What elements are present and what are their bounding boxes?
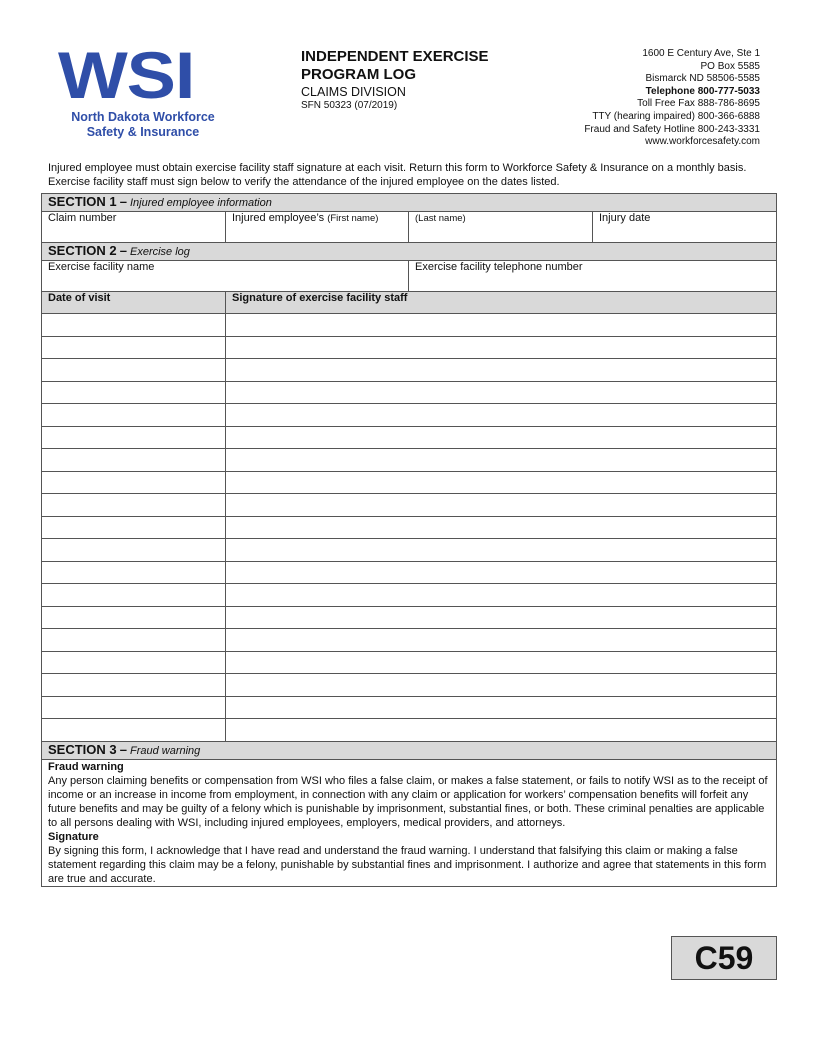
staff-signature-cell[interactable] <box>226 381 777 404</box>
injury-date-field[interactable] <box>593 212 777 243</box>
wsi-logo <box>58 38 228 140</box>
form-code-box: C59 <box>671 936 777 980</box>
staff-signature-cell[interactable] <box>226 539 777 562</box>
section-2-number: SECTION 2 <box>48 243 117 258</box>
section-1-number: SECTION 1 <box>48 194 117 209</box>
address-tty: TTY (hearing impaired) 800-366-6888 <box>592 110 760 122</box>
visit-date-cell[interactable] <box>42 426 226 449</box>
staff-signature-cell[interactable] <box>226 404 777 427</box>
signature-text: By signing this form, I acknowledge that I have read and understand the fraud warning. I understand that falsifying this claim or making a false statement regarding this claim may be a felony, punishable by substantial fines and imprisonment. I authorize and agree that statements in this form are true and accurate. <box>48 844 767 885</box>
log-row <box>42 696 777 719</box>
form-title-line-2: PROGRAM LOG <box>301 66 416 83</box>
visit-date-cell[interactable] <box>42 314 226 337</box>
visit-date-cell[interactable] <box>42 381 226 404</box>
staff-signature-cell[interactable] <box>226 719 777 742</box>
section-2-dash: – <box>119 243 127 258</box>
log-row <box>42 516 777 539</box>
address-po-box: PO Box 5585 <box>700 60 760 72</box>
fraud-warning-text: Any person claiming benefits or compensation from WSI who files a false claim, or makes a false statement, or fails to notify WSI as to the receipt of income or an increase in income from employment, in connection with any claim or application for workers’ compensation benefits will forfeit any future benefits and may be guilty of a felony which is punishable by imprisonment, substantial fines, or both. These criminal penalties are applicable to all persons dealing with WSI, including injured employees, employers, medical providers, and attorneys. <box>48 774 768 829</box>
visit-date-cell[interactable] <box>42 471 226 494</box>
section-1-title: Injured employee information <box>129 197 272 209</box>
visit-date-cell[interactable] <box>42 561 226 584</box>
visit-date-cell[interactable] <box>42 359 226 382</box>
staff-signature-cell[interactable] <box>226 336 777 359</box>
form-title-line-1: INDEPENDENT EXERCISE <box>301 48 489 65</box>
log-row <box>42 426 777 449</box>
section-3-heading <box>42 741 777 759</box>
section-2-title: Exercise log <box>129 246 190 258</box>
date-of-visit-header: Date of visit <box>42 292 226 314</box>
fraud-warning-heading: Fraud warning <box>48 760 124 773</box>
visit-date-cell[interactable] <box>42 674 226 697</box>
visit-date-cell[interactable] <box>42 516 226 539</box>
log-row <box>42 629 777 652</box>
visit-date-cell[interactable] <box>42 696 226 719</box>
section-2-fields <box>42 261 777 292</box>
section-2-header <box>42 243 777 261</box>
section-3-header <box>42 741 777 759</box>
log-row <box>42 449 777 472</box>
section-1-header <box>42 194 777 212</box>
visit-date-cell[interactable] <box>42 404 226 427</box>
first-name-field[interactable] <box>226 212 409 243</box>
staff-signature-cell[interactable] <box>226 494 777 517</box>
log-row <box>42 336 777 359</box>
log-rows <box>42 314 777 742</box>
section-1-heading <box>42 194 777 212</box>
fraud-warning-cell <box>42 759 777 886</box>
staff-signature-cell[interactable] <box>226 606 777 629</box>
visit-date-cell[interactable] <box>42 336 226 359</box>
section-3-title: Fraud warning <box>129 744 201 757</box>
section-1-dash: – <box>119 194 127 209</box>
form-number: SFN 50323 (07/2019) <box>301 100 398 111</box>
log-row <box>42 404 777 427</box>
staff-signature-cell[interactable] <box>226 584 777 607</box>
visit-date-cell[interactable] <box>42 449 226 472</box>
signature-header: Signature of exercise facility staff <box>226 292 777 314</box>
staff-signature-cell[interactable] <box>226 426 777 449</box>
claim-number-field[interactable] <box>42 212 226 243</box>
visit-date-cell[interactable] <box>42 539 226 562</box>
log-table-header <box>42 292 777 314</box>
log-row <box>42 314 777 337</box>
address-telephone: Telephone 800-777-5033 <box>645 85 760 97</box>
visit-date-cell[interactable] <box>42 719 226 742</box>
facility-name-field[interactable] <box>42 261 409 292</box>
visit-date-cell[interactable] <box>42 606 226 629</box>
visit-date-cell[interactable] <box>42 494 226 517</box>
last-name-label: (Last name) <box>415 213 466 224</box>
division-label: CLAIMS DIVISION <box>301 85 406 99</box>
log-row <box>42 584 777 607</box>
exercise-log-form <box>41 193 777 887</box>
first-name-label: (First name) <box>327 213 379 224</box>
staff-signature-cell[interactable] <box>226 651 777 674</box>
claim-number-label: Claim number <box>48 212 117 224</box>
log-row <box>42 539 777 562</box>
staff-signature-cell[interactable] <box>226 359 777 382</box>
log-row <box>42 719 777 742</box>
form-title-block <box>301 48 521 111</box>
last-name-field[interactable] <box>409 212 593 243</box>
address-city: Bismarck ND 58506-5585 <box>645 73 760 85</box>
section-1-fields <box>42 212 777 243</box>
visit-date-cell[interactable] <box>42 584 226 607</box>
staff-signature-cell[interactable] <box>226 696 777 719</box>
address-street: 1600 E Century Ave, Ste 1 <box>642 48 760 59</box>
log-row <box>42 651 777 674</box>
staff-signature-cell[interactable] <box>226 561 777 584</box>
staff-signature-cell[interactable] <box>226 629 777 652</box>
facility-phone-label: Exercise facility telephone number <box>415 261 583 273</box>
injury-date-label: Injury date <box>599 212 651 224</box>
section-3-dash: – <box>119 741 127 757</box>
staff-signature-cell[interactable] <box>226 314 777 337</box>
staff-signature-cell[interactable] <box>226 516 777 539</box>
visit-date-cell[interactable] <box>42 651 226 674</box>
logo-line-1: North Dakota Workforce <box>71 110 215 124</box>
address-website[interactable]: www.workforcesafety.com <box>645 136 760 148</box>
facility-phone-field[interactable] <box>409 261 777 292</box>
log-row <box>42 381 777 404</box>
log-row <box>42 359 777 382</box>
log-row <box>42 471 777 494</box>
address-fax: Toll Free Fax 888-786-8695 <box>637 98 760 110</box>
staff-signature-cell[interactable] <box>226 674 777 697</box>
log-row <box>42 494 777 517</box>
staff-signature-cell[interactable] <box>226 449 777 472</box>
employee-name-label: Injured employee’s <box>232 212 325 224</box>
logo-line-2: Safety & Insurance <box>86 125 200 139</box>
section-3-number: SECTION 3 <box>48 741 117 757</box>
address-hotline: Fraud and Safety Hotline 800-243-3331 <box>584 123 760 135</box>
log-row <box>42 606 777 629</box>
log-row <box>42 674 777 697</box>
fraud-warning-block <box>42 759 777 886</box>
intro-instructions: Injured employee must obtain exercise facility staff signature at each visit. Return this form to Workforce Safety & Insurance on a monthly basis. Exercise facility staff must sign below to verify the attendance of the injured employee on the dates listed. <box>48 162 747 188</box>
logo-mark: WSI <box>58 38 195 112</box>
staff-signature-cell[interactable] <box>226 471 777 494</box>
contact-address <box>584 48 760 149</box>
signature-heading: Signature <box>48 830 99 843</box>
facility-name-label: Exercise facility name <box>48 261 155 273</box>
visit-date-cell[interactable] <box>42 629 226 652</box>
log-row <box>42 561 777 584</box>
section-2-heading <box>42 243 777 261</box>
